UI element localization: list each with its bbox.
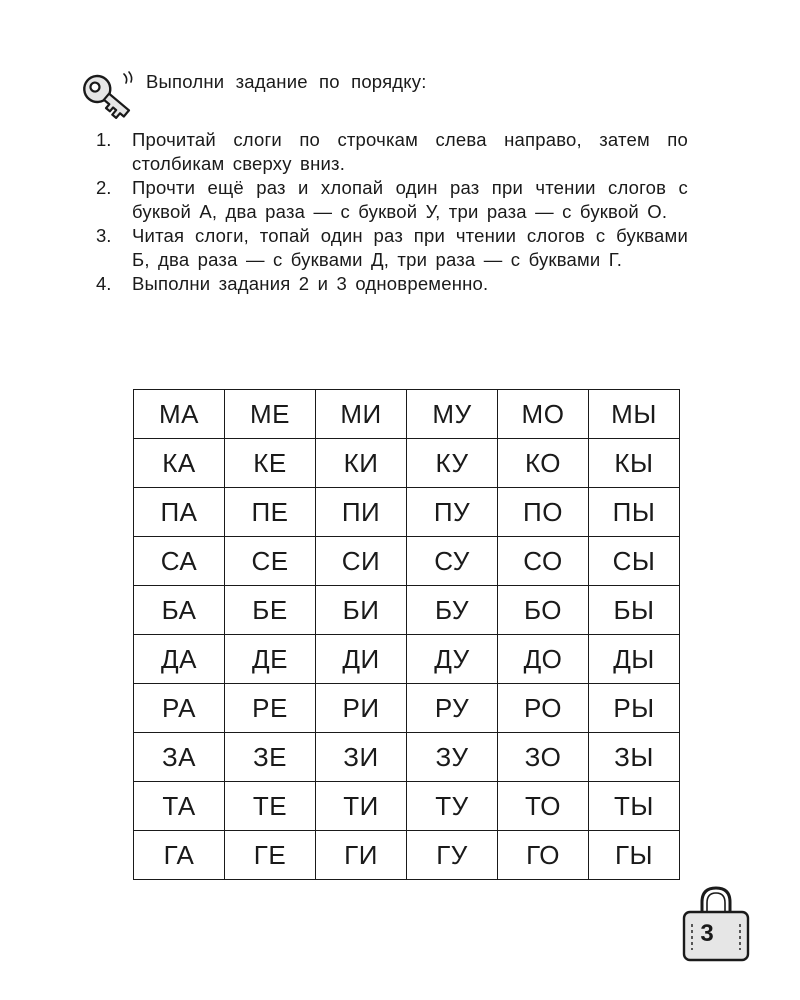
syllable-cell: БО [498,586,589,635]
task-text: Прочти ещё раз и хлопай один раз при чтении слогов с буквой А, два раза — с буквой У, три раза — с буквой О. [132,177,688,222]
syllable-cell: ПЕ [225,488,316,537]
syllable-cell: РО [498,684,589,733]
syllable-cell: МЫ [589,390,680,439]
syllable-cell: ГЕ [225,831,316,880]
syllable-cell: ПИ [316,488,407,537]
page-number: 3 [700,920,714,947]
table-row [134,782,680,831]
table-row [134,635,680,684]
syllable-cell: ПО [498,488,589,537]
task-item-3 [96,224,688,272]
syllable-cell: ЗУ [407,733,498,782]
syllable-cell: ЗЫ [589,733,680,782]
syllable-cell: МИ [316,390,407,439]
syllable-cell: КА [134,439,225,488]
syllable-cell: МЕ [225,390,316,439]
syllable-cell: КЕ [225,439,316,488]
syllable-cell: БЕ [225,586,316,635]
syllable-cell: ГО [498,831,589,880]
syllable-cell: БА [134,586,225,635]
syllable-cell: РА [134,684,225,733]
syllable-cell: СУ [407,537,498,586]
syllable-cell: ДО [498,635,589,684]
task-text: Читая слоги, топай один раз при чтении слогов с буквами Б, два раза — с буквами Д, три раза — с буквами Г. [132,225,688,270]
syllable-cell: ТЕ [225,782,316,831]
syllable-cell: СЕ [225,537,316,586]
syllable-cell: ТО [498,782,589,831]
table-row [134,831,680,880]
syllable-cell: ПА [134,488,225,537]
syllable-cell: КИ [316,439,407,488]
syllable-cell: РЕ [225,684,316,733]
syllable-cell: ТИ [316,782,407,831]
syllable-cell: ЗИ [316,733,407,782]
syllable-cell: ДИ [316,635,407,684]
syllable-cell: СА [134,537,225,586]
syllable-cell: СЫ [589,537,680,586]
syllable-cell: РИ [316,684,407,733]
syllable-cell: ТЫ [589,782,680,831]
syllable-cell: ГИ [316,831,407,880]
syllable-cell: ЗА [134,733,225,782]
syllable-table [133,389,680,880]
task-item-2 [96,176,688,224]
syllable-cell: ЗЕ [225,733,316,782]
table-row [134,439,680,488]
syllable-cell: ДУ [407,635,498,684]
syllable-cell: ГУ [407,831,498,880]
syllable-cell: МО [498,390,589,439]
task-number: 2. [96,177,112,198]
syllable-cell: ПЫ [589,488,680,537]
table-row [134,586,680,635]
syllable-cell: ТУ [407,782,498,831]
syllable-cell: ГЫ [589,831,680,880]
syllable-cell: БИ [316,586,407,635]
syllable-cell: КУ [407,439,498,488]
syllable-table-body [134,390,680,880]
task-item-1 [96,128,688,176]
task-text: Выполни задания 2 и 3 одновременно. [132,273,489,294]
syllable-cell: ДЫ [589,635,680,684]
table-row [134,733,680,782]
table-row [134,537,680,586]
table-row [134,488,680,537]
syllable-cell: СО [498,537,589,586]
task-number: 3. [96,225,112,246]
key-icon [78,68,138,128]
syllable-cell: ГА [134,831,225,880]
instruction-heading: Выполни задание по порядку: [146,71,427,92]
task-item-4 [96,272,688,296]
syllable-cell: ПУ [407,488,498,537]
syllable-cell: ДА [134,635,225,684]
syllable-cell: ДЕ [225,635,316,684]
syllable-cell: БЫ [589,586,680,635]
syllable-cell: КЫ [589,439,680,488]
syllable-cell: МА [134,390,225,439]
syllable-cell: РЫ [589,684,680,733]
syllable-cell: СИ [316,537,407,586]
task-list [96,128,688,296]
syllable-cell: КО [498,439,589,488]
syllable-cell: РУ [407,684,498,733]
task-text: Прочитай слоги по строчкам слева направо, затем по столбикам сверху вниз. [132,129,688,174]
task-number: 4. [96,273,112,294]
syllable-cell: БУ [407,586,498,635]
syllable-cell: ТА [134,782,225,831]
syllable-cell: МУ [407,390,498,439]
table-row [134,390,680,439]
table-row [134,684,680,733]
task-number: 1. [96,129,112,150]
syllable-cell: ЗО [498,733,589,782]
